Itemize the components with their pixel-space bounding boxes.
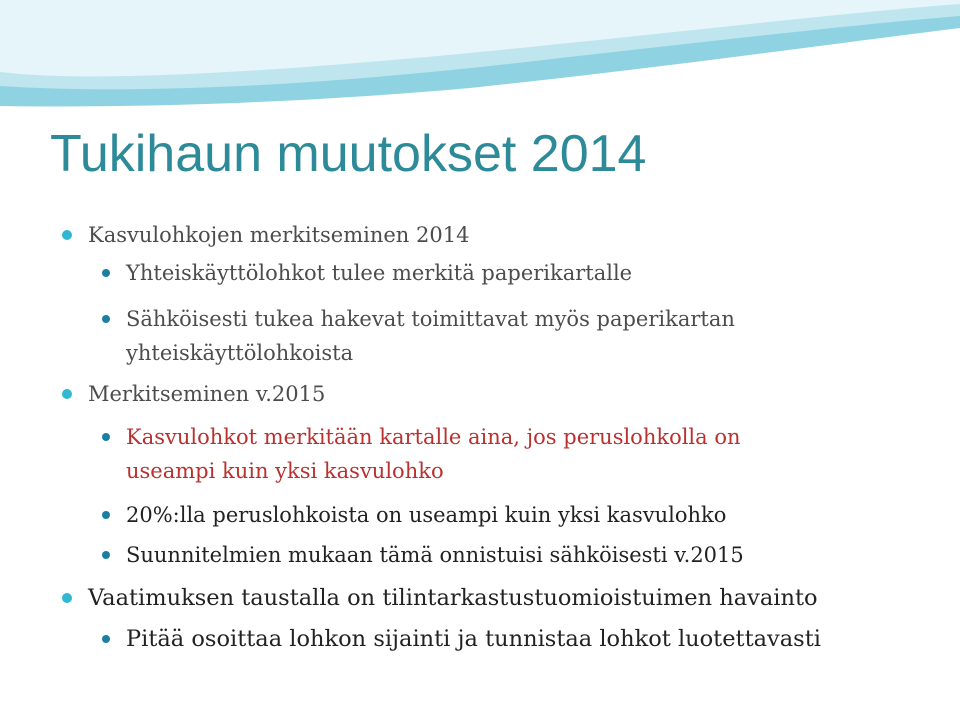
bullet-text: Pitää osoittaa lohkon sijainti ja tunnistaa lohkot luotettavasti bbox=[126, 626, 821, 652]
bullet-text: Merkitseminen v.2015 bbox=[88, 382, 326, 406]
bullet-icon bbox=[62, 230, 72, 240]
bullet-item bbox=[88, 218, 469, 252]
bullet-text: Kasvulohkojen merkitseminen 2014 bbox=[88, 223, 470, 247]
bullet-icon bbox=[102, 511, 110, 519]
bullet-item bbox=[126, 538, 744, 572]
bullet-icon bbox=[102, 433, 110, 441]
bullet-item bbox=[126, 420, 741, 488]
bullet-item bbox=[126, 622, 821, 656]
slide-title: Tukihaun muutokset 2014 bbox=[50, 125, 647, 183]
bullet-item bbox=[126, 302, 735, 370]
bullet-text: 20%:lla peruslohkoista on useampi kuin yksi kasvulohko bbox=[126, 503, 727, 527]
bullet-text-continued: useampi kuin yksi kasvulohko bbox=[126, 459, 444, 483]
bullet-icon bbox=[102, 315, 110, 323]
bullet-text: Kasvulohkot merkitään kartalle aina, jos peruslohkolla on bbox=[126, 425, 741, 449]
bullet-text: Sähköisesti tukea hakevat toimittavat myös paperikartan bbox=[126, 307, 735, 331]
bullet-text: Vaatimuksen taustalla on tilintarkastustuomioistuimen havainto bbox=[88, 585, 818, 611]
bullet-icon bbox=[62, 593, 72, 603]
bullet-text-continued: yhteiskäyttölohkoista bbox=[126, 341, 354, 365]
bullet-icon bbox=[102, 551, 110, 559]
bullet-item bbox=[88, 377, 325, 411]
bullet-icon bbox=[62, 389, 72, 399]
bullet-icon bbox=[102, 635, 110, 643]
bullet-icon bbox=[102, 269, 110, 277]
bullet-item bbox=[126, 498, 726, 532]
bullet-text: Yhteiskäyttölohkot tulee merkitä paperikartalle bbox=[126, 261, 633, 285]
bullet-item bbox=[88, 581, 818, 615]
bullet-text: Suunnitelmien mukaan tämä onnistuisi sähköisesti v.2015 bbox=[126, 543, 744, 567]
bullet-item bbox=[126, 256, 632, 290]
